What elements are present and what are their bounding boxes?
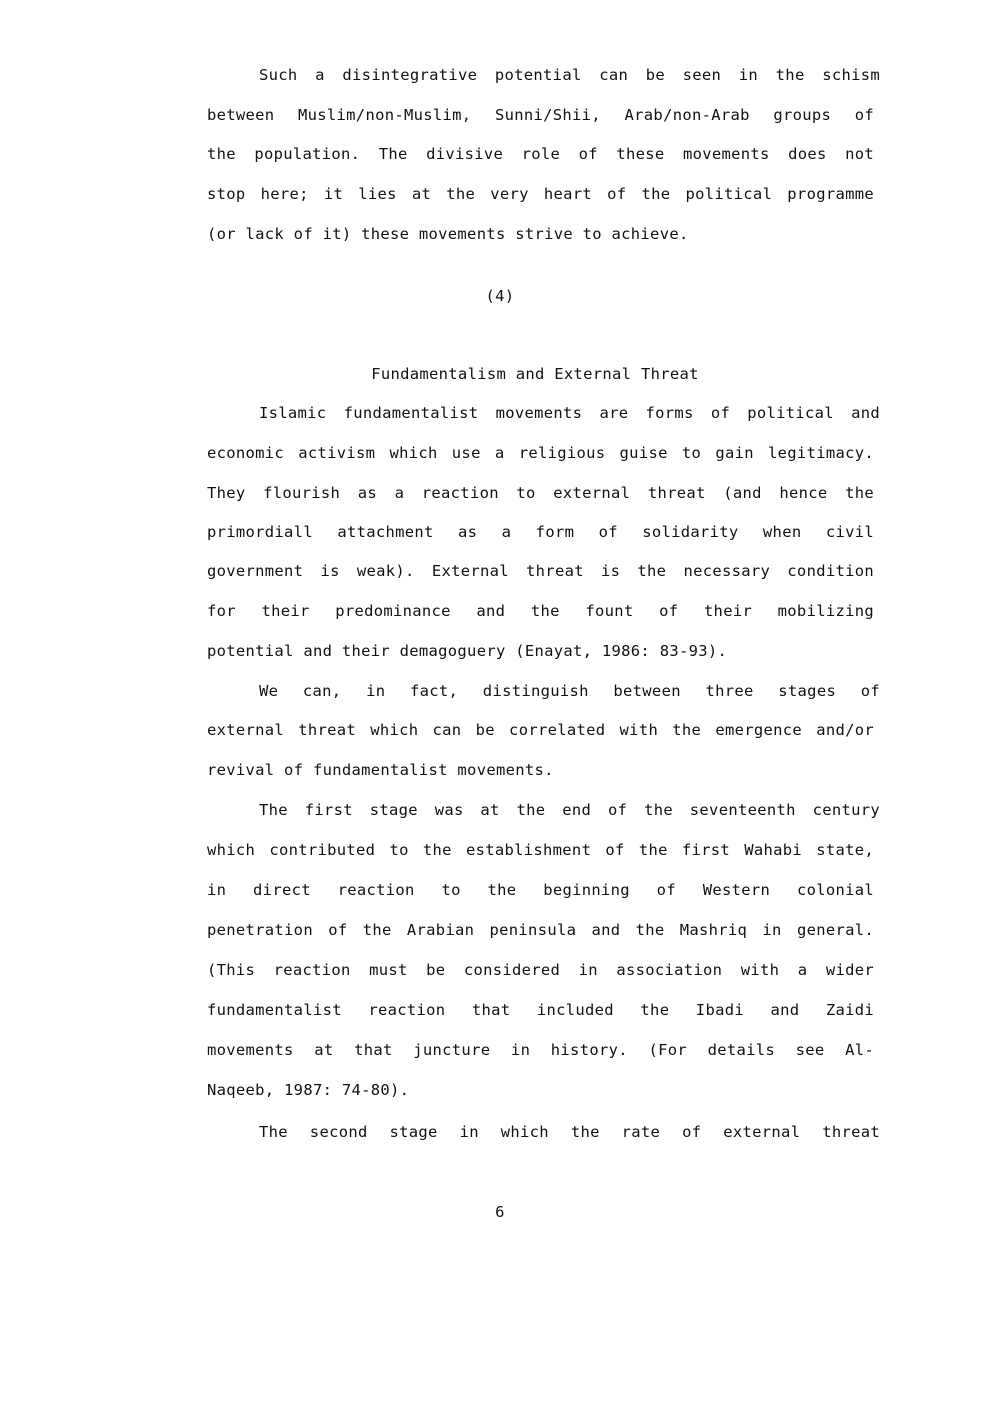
text-line: between Muslim/non-Muslim, Sunni/Shii, Arab/non-Arab groups of	[207, 106, 874, 124]
section-heading: Fundamentalism and External Threat	[371, 365, 699, 383]
text-line: in direct reaction to the beginning of Western colonial	[207, 881, 874, 899]
text-line: Such a disintegrative potential can be seen in the schism	[259, 66, 880, 84]
text-line: primordiall attachment as a form of solidarity when civil	[207, 523, 874, 541]
text-line: fundamentalist reaction that included the Ibadi and Zaidi	[207, 1001, 874, 1019]
text-line: They flourish as a reaction to external threat (and hence the	[207, 484, 874, 502]
page-number: 6	[495, 1203, 505, 1221]
section-number: (4)	[485, 287, 515, 305]
text-line: Naqeeb, 1987: 74-80).	[207, 1081, 410, 1099]
text-line: penetration of the Arabian peninsula and the Mashriq in general.	[207, 921, 874, 939]
text-line: The second stage in which the rate of external threat	[259, 1123, 880, 1141]
text-line: We can, in fact, distinguish between three stages of	[259, 682, 880, 700]
text-line: stop here; it lies at the very heart of the political programme	[207, 185, 874, 203]
text-line: external threat which can be correlated with the emergence and/or	[207, 721, 874, 739]
text-line: (or lack of it) these movements strive to achieve.	[207, 225, 689, 243]
text-line: The first stage was at the end of the seventeenth century	[259, 801, 880, 819]
text-line: (This reaction must be considered in association with a wider	[207, 961, 874, 979]
text-line: for their predominance and the fount of their mobilizing	[207, 602, 874, 620]
text-line: which contributed to the establishment of the first Wahabi state,	[207, 841, 874, 859]
text-line: Islamic fundamentalist movements are forms of political and	[259, 404, 880, 422]
text-line: economic activism which use a religious guise to gain legitimacy.	[207, 444, 874, 462]
text-line: government is weak). External threat is the necessary condition	[207, 562, 874, 580]
text-line: potential and their demagoguery (Enayat, 1986: 83-93).	[207, 642, 728, 660]
text-line: movements at that juncture in history. (For details see Al-	[207, 1041, 874, 1059]
text-line: the population. The divisive role of these movements does not	[207, 145, 874, 163]
text-line: revival of fundamentalist movements.	[207, 761, 554, 779]
